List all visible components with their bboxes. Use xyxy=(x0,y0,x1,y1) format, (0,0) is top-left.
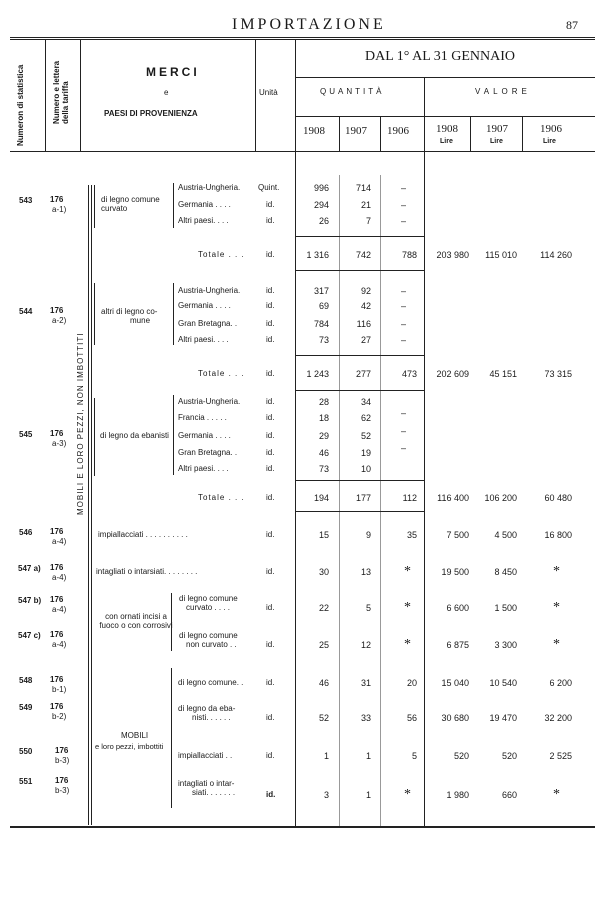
desc-545: di legno da ebanisti xyxy=(100,431,169,440)
v1906-star: * xyxy=(553,564,560,579)
tariffa-545: 176 xyxy=(50,429,64,438)
tot-v1906: 60 480 xyxy=(544,493,572,503)
sub-547a: a-4) xyxy=(52,573,67,582)
lire-1907: Lire xyxy=(490,138,503,145)
v1907: 8 450 xyxy=(494,567,517,577)
year-q-1908: 1908 xyxy=(303,125,325,137)
col-header-merci: MERCI xyxy=(146,65,200,79)
unit: id. xyxy=(266,286,275,295)
desc-544-b: mune xyxy=(130,316,151,325)
tot-q1906: 788 xyxy=(401,250,417,260)
q1906: 20 xyxy=(406,678,417,688)
v1907: 520 xyxy=(501,751,517,761)
desc-544-a: altri di legno co- xyxy=(101,307,158,316)
unit: id. xyxy=(266,603,275,612)
col-header-quantita: QUANTITÀ xyxy=(320,87,385,96)
totale-label: Totale . . . xyxy=(198,369,245,378)
paese: Germania . . . . xyxy=(178,200,231,209)
q1908: 996 xyxy=(313,183,329,193)
stat-550: 550 xyxy=(19,747,33,756)
q1908: 69 xyxy=(318,301,329,311)
q1908: 22 xyxy=(318,603,329,613)
tot-v1908: 203 980 xyxy=(436,250,469,260)
tot-q1907: 742 xyxy=(355,250,371,260)
tariffa-550: 176 xyxy=(55,746,69,755)
tot-q1908: 1 243 xyxy=(306,369,329,379)
v1906-star: * xyxy=(553,600,560,615)
q1907: 12 xyxy=(360,640,371,650)
unit: id. xyxy=(266,713,275,722)
col-header-valore: VALORE xyxy=(475,87,531,96)
unit: id. xyxy=(266,431,275,440)
sub-547b: a-4) xyxy=(52,605,67,614)
page-title: IMPORTAZIONE xyxy=(232,16,386,33)
desc-549-a: di legno da eba- xyxy=(178,704,236,713)
q1907: 31 xyxy=(360,678,371,688)
sub-548: b-1) xyxy=(52,685,67,694)
q1908: 73 xyxy=(318,335,329,345)
col-header-e: e xyxy=(164,88,169,97)
desc-551-a: intagliati o intar- xyxy=(178,779,235,788)
tariffa-551: 176 xyxy=(55,776,69,785)
q1907: 1 xyxy=(365,790,371,800)
q1908: 317 xyxy=(313,286,329,296)
q1906: – xyxy=(400,301,406,311)
unit: id. xyxy=(266,640,275,649)
stat-543: 543 xyxy=(19,196,33,205)
q1908: 46 xyxy=(318,448,329,458)
stat-551: 551 xyxy=(19,777,33,786)
q1907: 5 xyxy=(365,603,371,613)
unit: id. xyxy=(266,250,275,259)
paese: Altri paesi. . . . xyxy=(178,216,229,225)
year-v-1907: 1907 xyxy=(486,123,508,135)
v1908: 6 875 xyxy=(446,640,469,650)
lire-1908: Lire xyxy=(440,138,453,145)
q1907: 52 xyxy=(360,431,371,441)
tot-q1908: 1 316 xyxy=(306,250,329,260)
tot-v1908: 202 609 xyxy=(436,369,469,379)
v1907: 19 470 xyxy=(489,713,517,723)
sub-545: a-3) xyxy=(52,439,67,448)
tot-q1908: 194 xyxy=(313,493,329,503)
tariffa-548: 176 xyxy=(50,675,64,684)
q1906: 56 xyxy=(406,713,417,723)
stat-547b: 547 b) xyxy=(18,596,42,605)
unit: id. xyxy=(266,678,275,687)
paese: Austria-Ungheria. xyxy=(178,286,241,295)
stat-545: 545 xyxy=(19,430,33,439)
year-q-1907: 1907 xyxy=(345,125,367,137)
tot-v1906: 73 315 xyxy=(544,369,572,379)
stat-544: 544 xyxy=(19,307,33,316)
v1907: 660 xyxy=(501,790,517,800)
q1906: – xyxy=(400,408,406,418)
q1907: 7 xyxy=(365,216,371,226)
v1908: 19 500 xyxy=(441,567,469,577)
q1908: 73 xyxy=(318,464,329,474)
v1906-star: * xyxy=(553,637,560,652)
q1907: 92 xyxy=(360,286,371,296)
q1908: 28 xyxy=(318,397,329,407)
q1908: 52 xyxy=(318,713,329,723)
q1907: 34 xyxy=(360,397,371,407)
q1908: 30 xyxy=(318,567,329,577)
tot-v1907: 45 151 xyxy=(489,369,517,379)
q1907: 116 xyxy=(356,319,371,329)
q1907: 27 xyxy=(360,335,371,345)
tariffa-547a: 176 xyxy=(50,563,64,572)
tariffa-543: 176 xyxy=(50,195,64,204)
v1907: 10 540 xyxy=(489,678,517,688)
q1907: 62 xyxy=(360,413,371,423)
tariffa-544: 176 xyxy=(50,306,64,315)
q1907: 714 xyxy=(355,183,371,193)
q1907: 19 xyxy=(360,448,371,458)
desc-548: di legno comune. . xyxy=(178,678,244,687)
q1908: 784 xyxy=(313,319,329,329)
v1906: 6 200 xyxy=(549,678,572,688)
totale-label: Totale . . . xyxy=(198,493,245,502)
q1907: 9 xyxy=(365,530,371,540)
unit: id. xyxy=(266,319,275,328)
desc-546: impiallacciati . . . . . . . . . . xyxy=(98,530,188,539)
stat-548: 548 xyxy=(19,676,33,685)
unit: id. xyxy=(266,301,275,310)
tariffa-546: 176 xyxy=(50,527,64,536)
sub-544: a-2) xyxy=(52,316,67,325)
sub-546: a-4) xyxy=(52,537,67,546)
v1908: 1 980 xyxy=(446,790,469,800)
desc-547b-a: di legno comune xyxy=(179,594,238,603)
q1906: – xyxy=(400,426,406,436)
sub-550: b-3) xyxy=(55,756,70,765)
tot-v1907: 115 010 xyxy=(485,250,517,260)
side-label-imbottiti: e loro pezzi, imbottiti xyxy=(95,742,164,751)
q1908: 1 xyxy=(323,751,329,761)
q1906: – xyxy=(400,335,406,345)
tariffa-549: 176 xyxy=(50,702,64,711)
sub-551: b-3) xyxy=(55,786,70,795)
q1907: 13 xyxy=(360,567,371,577)
stat-547a: 547 a) xyxy=(18,564,41,573)
desc-543-a: di legno comune xyxy=(101,195,160,204)
unit: id. xyxy=(266,567,275,576)
q1906: – xyxy=(400,216,406,226)
tot-q1907: 277 xyxy=(355,369,371,379)
side-label-non-imbottiti: MOBILI E LORO PEZZI, NON IMBOTTITI xyxy=(76,332,85,515)
desc-547b-b: curvato . . . . xyxy=(186,603,231,612)
q1906: – xyxy=(400,443,406,453)
q1907: 42 xyxy=(360,301,371,311)
tot-v1907: 106 200 xyxy=(484,493,517,503)
paese: Gran Bretagna. . xyxy=(178,319,238,328)
desc-551-b: siati. . . . . . . xyxy=(192,788,236,797)
sub-549: b-2) xyxy=(52,712,67,721)
unit: id. xyxy=(266,413,275,422)
q1906: – xyxy=(400,319,406,329)
paese: Germania . . . . xyxy=(178,301,231,310)
tot-q1907: 177 xyxy=(355,493,371,503)
desc-549-b: nisti. . . . . . xyxy=(192,713,231,722)
tariffa-547c: 176 xyxy=(50,630,64,639)
q1907: 33 xyxy=(360,713,371,723)
col-header-unita: Unità xyxy=(259,88,278,97)
q1906: 35 xyxy=(406,530,417,540)
q1908: 18 xyxy=(318,413,329,423)
q1908: 26 xyxy=(318,216,329,226)
unit: id. xyxy=(266,397,275,406)
v1906-star: * xyxy=(553,787,560,802)
tot-q1906: 473 xyxy=(401,369,417,379)
year-v-1906: 1906 xyxy=(540,123,562,135)
paese: Gran Bretagna. . xyxy=(178,448,238,457)
year-v-1908: 1908 xyxy=(436,123,458,135)
year-q-1906: 1906 xyxy=(387,125,409,137)
v1908: 30 680 xyxy=(441,713,469,723)
v1908: 520 xyxy=(453,751,469,761)
v1906: 32 200 xyxy=(544,713,572,723)
unit: id. xyxy=(266,200,275,209)
con-ornati: con ornati incisi a fuoco o con corrosivi xyxy=(99,612,173,630)
unit: id. xyxy=(266,216,275,225)
q1908: 29 xyxy=(318,431,329,441)
q1906-star: * xyxy=(404,600,411,615)
unit: id. xyxy=(266,530,275,539)
tariffa-547b: 176 xyxy=(50,595,64,604)
stat-547c: 547 c) xyxy=(18,631,41,640)
desc-547c-a: di legno comune xyxy=(179,631,238,640)
tot-v1906: 114 260 xyxy=(540,250,572,260)
q1907: 21 xyxy=(360,200,371,210)
paese: Altri paesi. . . . xyxy=(178,335,229,344)
v1908: 7 500 xyxy=(446,530,469,540)
col-header-tariffa: Numero e lettera della tariffa xyxy=(52,60,70,124)
q1906-star: * xyxy=(404,564,411,579)
col-header-stat: Numeron di statistica xyxy=(16,64,25,146)
paese: Austria-Ungheria. xyxy=(178,183,241,192)
v1907: 4 500 xyxy=(494,530,517,540)
v1907: 1 500 xyxy=(494,603,517,613)
q1906: – xyxy=(400,286,406,296)
sub-543: a-1) xyxy=(52,205,67,214)
paese: Francia . . . . . xyxy=(178,413,227,422)
q1906-star: * xyxy=(404,637,411,652)
q1908: 3 xyxy=(323,790,329,800)
unit: id. xyxy=(266,369,275,378)
q1908: 25 xyxy=(318,640,329,650)
tot-q1906: 112 xyxy=(402,493,417,503)
paese: Germania . . . . xyxy=(178,431,231,440)
paese: Austria-Ungheria. xyxy=(178,397,241,406)
q1908: 15 xyxy=(318,530,329,540)
q1906: 5 xyxy=(411,751,417,761)
lire-1906: Lire xyxy=(543,138,556,145)
sub-547c: a-4) xyxy=(52,640,67,649)
unit: id. xyxy=(266,464,275,473)
stat-546: 546 xyxy=(19,528,33,537)
q1907: 1 xyxy=(365,751,371,761)
page-number: 87 xyxy=(566,18,578,32)
unit: Quint. xyxy=(258,183,280,192)
unit: id. xyxy=(266,790,276,799)
v1907: 3 300 xyxy=(494,640,517,650)
q1908: 294 xyxy=(313,200,329,210)
col-header-period: DAL 1° AL 31 GENNAIO xyxy=(365,49,515,64)
v1908: 6 600 xyxy=(446,603,469,613)
desc-547c-b: non curvato . . xyxy=(186,640,237,649)
q1906: – xyxy=(400,200,406,210)
paese: Altri paesi. . . . xyxy=(178,464,229,473)
desc-547a: intagliati o intarsiati. . . . . . . . xyxy=(96,567,198,576)
side-label-mobili: MOBILI xyxy=(121,731,149,740)
unit: id. xyxy=(266,751,275,760)
q1908: 46 xyxy=(318,678,329,688)
unit: id. xyxy=(266,448,275,457)
q1906: – xyxy=(400,183,406,193)
v1906: 2 525 xyxy=(549,751,572,761)
stat-549: 549 xyxy=(19,703,33,712)
unit: id. xyxy=(266,335,275,344)
desc-543-b: curvato xyxy=(101,204,128,213)
col-header-paesi: PAESI DI PROVENIENZA xyxy=(104,109,198,118)
desc-550: impiallacciati . . xyxy=(178,751,233,760)
tot-v1908: 116 400 xyxy=(437,493,469,503)
q1906-star: * xyxy=(404,787,411,802)
q1907: 10 xyxy=(360,464,371,474)
unit: id. xyxy=(266,493,275,502)
v1908: 15 040 xyxy=(441,678,469,688)
v1906: 16 800 xyxy=(544,530,572,540)
totale-label: Totale . . . xyxy=(198,250,245,259)
